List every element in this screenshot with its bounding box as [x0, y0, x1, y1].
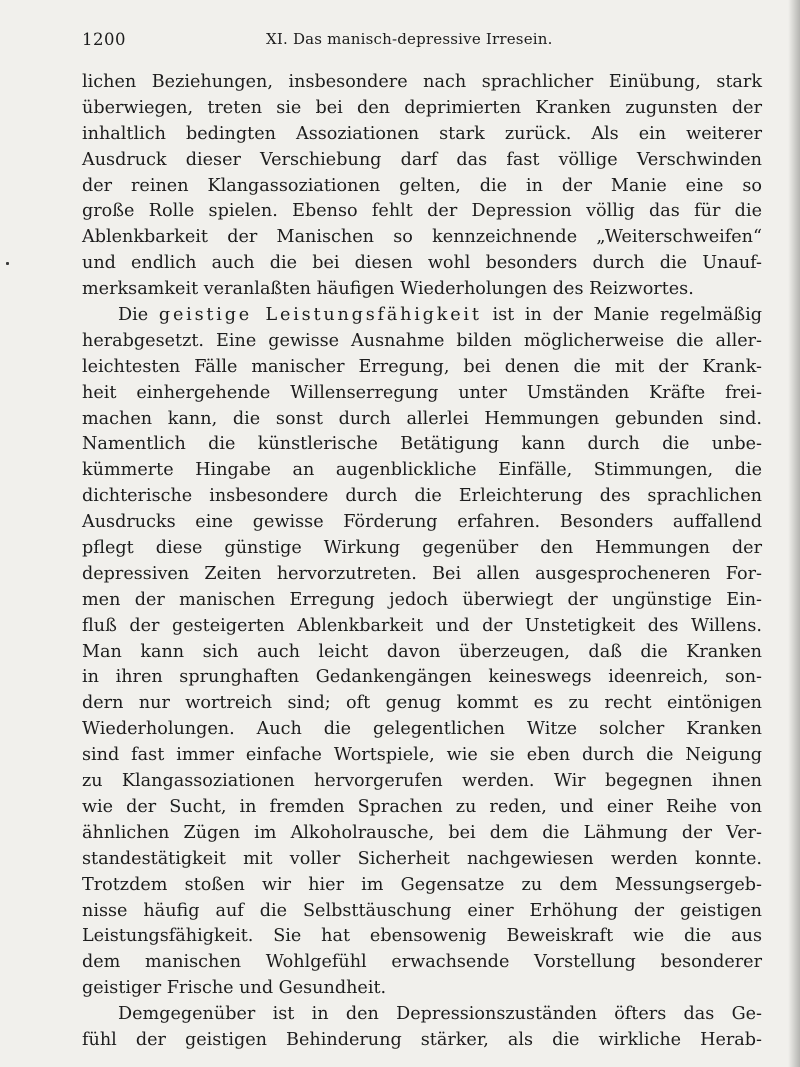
text-line: standestätigkeit mit voller Sicherheit nachgewiesen werden konnte. [82, 848, 762, 869]
text-line: dichterische insbesondere durch die Erleichterung des sprachlichen [82, 486, 762, 507]
text-line: fühl der geistigen Behinderung stärker, als die wirkliche Herab- [82, 1029, 762, 1050]
text-line: kümmerte Hingabe an augenblickliche Einfälle, Stimmungen, die [82, 460, 762, 481]
text-line: große Rolle spielen. Ebenso fehlt der Depression völlig das für die [82, 201, 762, 222]
page-edge-shadow [788, 0, 800, 1067]
text-line: zu Klangassoziationen hervorgerufen werden. Wir begegnen ihnen [82, 771, 762, 792]
text-line: machen kann, die sonst durch allerlei Hemmungen gebunden sind. [82, 408, 762, 429]
text-line: wie der Sucht, in fremden Sprachen zu reden, und einer Reihe von [82, 796, 762, 817]
body-text [82, 70, 762, 1054]
text-line: lichen Beziehungen, insbesondere nach sprachlicher Einübung, stark [82, 72, 762, 92]
text-line: Trotzdem stoßen wir hier im Gegensatze zu dem Messungsergeb- [82, 874, 762, 895]
text-line: Ablenkbarkeit der Manischen so kennzeichnende „Weiterschweifen“ [82, 227, 762, 248]
text-line: Leistungsfähigkeit. Sie hat ebensowenig Beweiskraft wie die aus [82, 926, 762, 947]
text-line: Man kann sich auch leicht davon überzeugen, daß die Kranken [82, 641, 762, 662]
text-line: Namentlich die künstlerische Betätigung kann durch die unbe- [82, 434, 762, 455]
text-line: Ausdruck dieser Verschiebung darf das fast völlige Verschwinden [82, 149, 762, 170]
text-line: herabgesetzt. Eine gewisse Ausnahme bilden möglicherweise die aller- [82, 330, 762, 351]
text-line: pflegt diese günstige Wirkung gegenüber den Hemmungen der [82, 538, 762, 559]
page-number: 1200 [82, 30, 126, 49]
text-line: Ausdrucks eine gewisse Förderung erfahren. Besonders auffallend [82, 512, 762, 533]
text-line: leichtesten Fälle manischer Erregung, bei denen die mit der Krank- [82, 356, 762, 377]
text-line: geistiger Frische und Gesundheit. [82, 978, 387, 999]
text-line: depressiven Zeiten hervorzutreten. Bei allen ausgesprocheneren For- [82, 563, 762, 584]
emphasized-term: geistige Leistungsfähigkeit [158, 305, 482, 326]
text-line: überwiegen, treten sie bei den deprimierten Kranken zugunsten der [82, 97, 762, 118]
running-head: XI. Das manisch-depressive Irresein. [266, 30, 553, 48]
paragraph-start-word: Die [118, 305, 149, 326]
paragraph-start-line [82, 303, 762, 329]
text-line: sind fast immer einfache Wortspiele, wie sie eben durch die Neigung [82, 745, 762, 766]
text-line: nisse häufig auf die Selbsttäuschung einer Erhöhung der geistigen [82, 900, 762, 921]
text-line: der reinen Klangassoziationen gelten, die in der Manie eine so [82, 175, 762, 196]
text-line: dem manischen Wohlgefühl erwachsende Vorstellung besonderer [82, 952, 762, 973]
text-line: und endlich auch die bei diesen wohl besonders durch die Unauf- [82, 253, 762, 274]
text-line: merksamkeit veranlaßten häufigen Wiederholungen des Reizwortes. [82, 279, 694, 300]
page-header [82, 30, 762, 54]
text-line: in ihren sprunghaften Gedankengängen keineswegs ideenreich, son- [82, 667, 762, 688]
text-line: Wiederholungen. Auch die gelegentlichen Witze solcher Kranken [82, 719, 762, 740]
text-line: inhaltlich bedingten Assoziationen stark zurück. Als ein weiterer [82, 123, 762, 144]
paragraph-start-rest: ist in der Manie regelmäßig [492, 305, 763, 326]
text-line: dern nur wortreich sind; oft genug kommt es zu recht eintönigen [82, 693, 762, 714]
margin-speck [6, 262, 9, 265]
text-line: men der manischen Erregung jedoch überwiegt der ungünstige Ein- [82, 589, 762, 610]
text-line: ähnlichen Zügen im Alkoholrausche, bei dem die Lähmung der Ver- [82, 822, 762, 843]
text-line: heit einhergehende Willenserregung unter Umständen Kräfte frei- [82, 382, 762, 403]
paragraph-start-line: Demgegenüber ist in den Depressionszuständen öfters das Ge- [118, 1004, 762, 1025]
text-line: fluß der gesteigerten Ablenkbarkeit und der Unstetigkeit des Willens. [82, 615, 762, 636]
